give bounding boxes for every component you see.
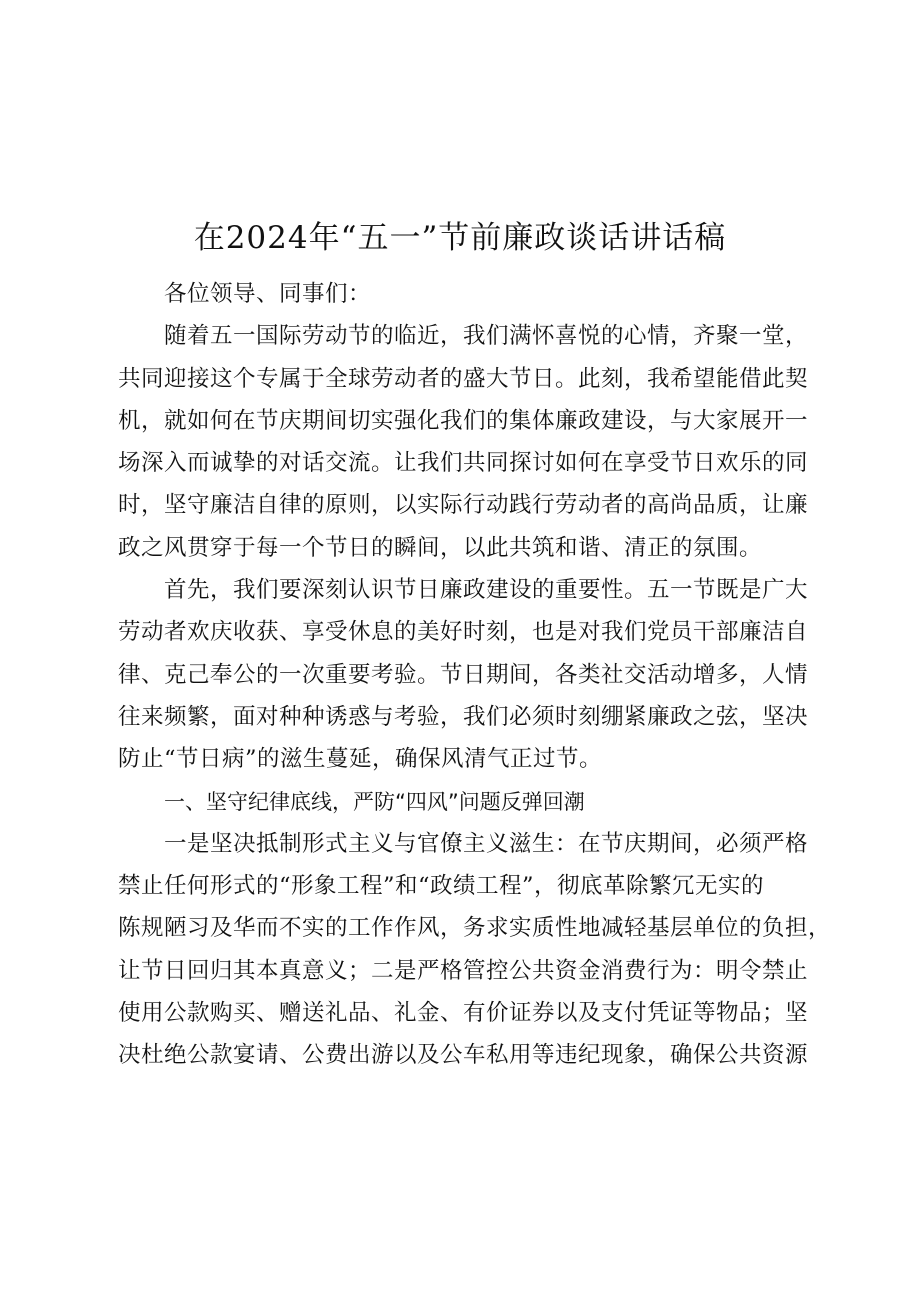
paragraph-line: 机，就如何在节庆期间切实强化我们的集体廉政建设，与大家展开一 xyxy=(118,407,809,434)
paragraph-1 xyxy=(118,315,828,569)
paragraph-line: 一是坚决抵制形式主义与官僚主义滋生：在节庆期间，必须严格 xyxy=(164,830,809,857)
paragraph-line: 禁止任何形式的“形象工程”和“政绩工程”，彻底革除繁冗无实的 xyxy=(118,873,765,900)
paragraph-line: 首先，我们要深刻认识节日廉政建设的重要性。五一节既是广大 xyxy=(164,577,809,604)
salutation: 各位领导、同事们： xyxy=(164,281,372,307)
paragraph-3 xyxy=(118,823,832,1077)
paragraph-line: 防止“节日病”的滋生蔓延，确保风清气正过节。 xyxy=(118,746,603,773)
paragraph-line: 时，坚守廉洁自律的原则，以实际行动践行劳动者的高尚品质，让廉 xyxy=(118,492,809,519)
paragraph-line: 共同迎接这个专属于全球劳动者的盛大节日。此刻，我希望能借此契 xyxy=(118,365,809,392)
paragraph-line: 往来频繁，面对种种诱惑与考验，我们必须时刻绷紧廉政之弦，坚决 xyxy=(118,703,809,730)
paragraph-line: 随着五一国际劳动节的临近，我们满怀喜悦的心情，齐聚一堂， xyxy=(164,323,809,350)
section-heading: 一、坚守纪律底线，严防“四风”问题反弹回潮 xyxy=(164,789,585,814)
paragraph-2 xyxy=(118,569,828,780)
document-title: 在2024年“五一”节前廉政谈话讲话稿 xyxy=(193,220,727,256)
document-body xyxy=(118,273,832,1077)
paragraph-line: 决杜绝公款宴请、公费出游以及公车私用等违纪现象，确保公共资源 xyxy=(118,1042,809,1069)
paragraph-line: 场深入而诚挚的对话交流。让我们共同探讨如何在享受节日欢乐的同 xyxy=(118,450,809,477)
paragraph-line: 让节日回归其本真意义；二是严格管控公共资金消费行为：明令禁止 xyxy=(118,957,809,984)
paragraph-line: 使用公款购买、赠送礼品、礼金、有价证券以及支付凭证等物品；坚 xyxy=(118,1000,809,1027)
paragraph-line: 劳动者欢庆收获、享受休息的美好时刻，也是对我们党员干部廉洁自 xyxy=(118,619,809,646)
paragraph-line: 陈规陋习及华而不实的工作作风，务求实质性地减轻基层单位的负担， xyxy=(118,915,832,942)
paragraph-line: 政之风贯穿于每一个节日的瞬间，以此共筑和谐、清正的氛围。 xyxy=(118,534,763,561)
paragraph-line: 律、克己奉公的一次重要考验。节日期间，各类社交活动增多，人情 xyxy=(118,661,809,688)
